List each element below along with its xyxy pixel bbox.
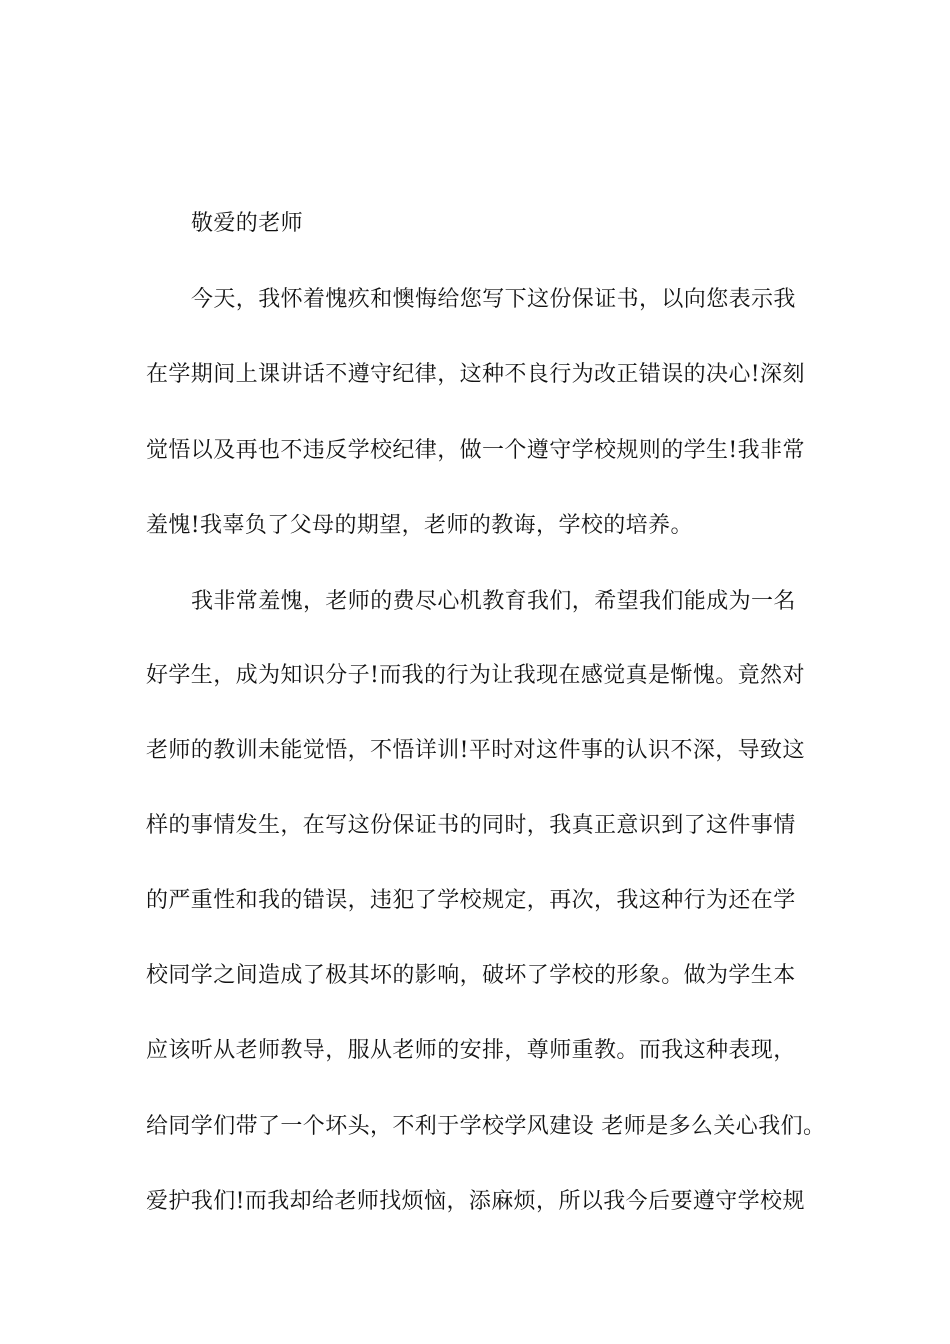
paragraph-line: 样的事情发生，在写这份保证书的同时，我真正意识到了这件事情: [146, 813, 796, 838]
paragraph-line: 今天，我怀着愧疚和懊悔给您写下这份保证书，以向您表示我: [191, 287, 796, 312]
paragraph-line: 给同学们带了一个坏头，不利于学校学风建设 老师是多么关心我们。: [146, 1114, 826, 1139]
paragraph-line: 的严重性和我的错误，违犯了学校规定，再次，我这种行为还在学: [146, 888, 796, 913]
paragraph-line: 应该听从老师教导，服从老师的安排，尊师重教。而我这种表现，: [146, 1038, 796, 1063]
paragraph-line: 好学生，成为知识分子!而我的行为让我现在感觉真是惭愧。竟然对: [146, 663, 805, 688]
paragraph-line: 在学期间上课讲话不遵守纪律，这种不良行为改正错误的决心!深刻: [146, 362, 805, 387]
paragraph-line: 羞愧!我辜负了父母的期望，老师的教诲，学校的培养。: [146, 513, 693, 538]
paragraph-line: 老师的教训未能觉悟，不悟详训!平时对这件事的认识不深，导致这: [146, 738, 805, 763]
salutation: 敬爱的老师: [191, 211, 304, 236]
paragraph-line: 爱护我们!而我却给老师找烦恼，添麻烦，所以我今后要遵守学校规: [146, 1189, 805, 1214]
paragraph-line: 校同学之间造成了极其坏的影响，破坏了学校的形象。做为学生本: [146, 963, 796, 988]
paragraph-line: 我非常羞愧，老师的费尽心机教育我们，希望我们能成为一名: [191, 589, 796, 614]
paragraph-line: 觉悟以及再也不违反学校纪律，做一个遵守学校规则的学生!我非常: [146, 438, 805, 463]
